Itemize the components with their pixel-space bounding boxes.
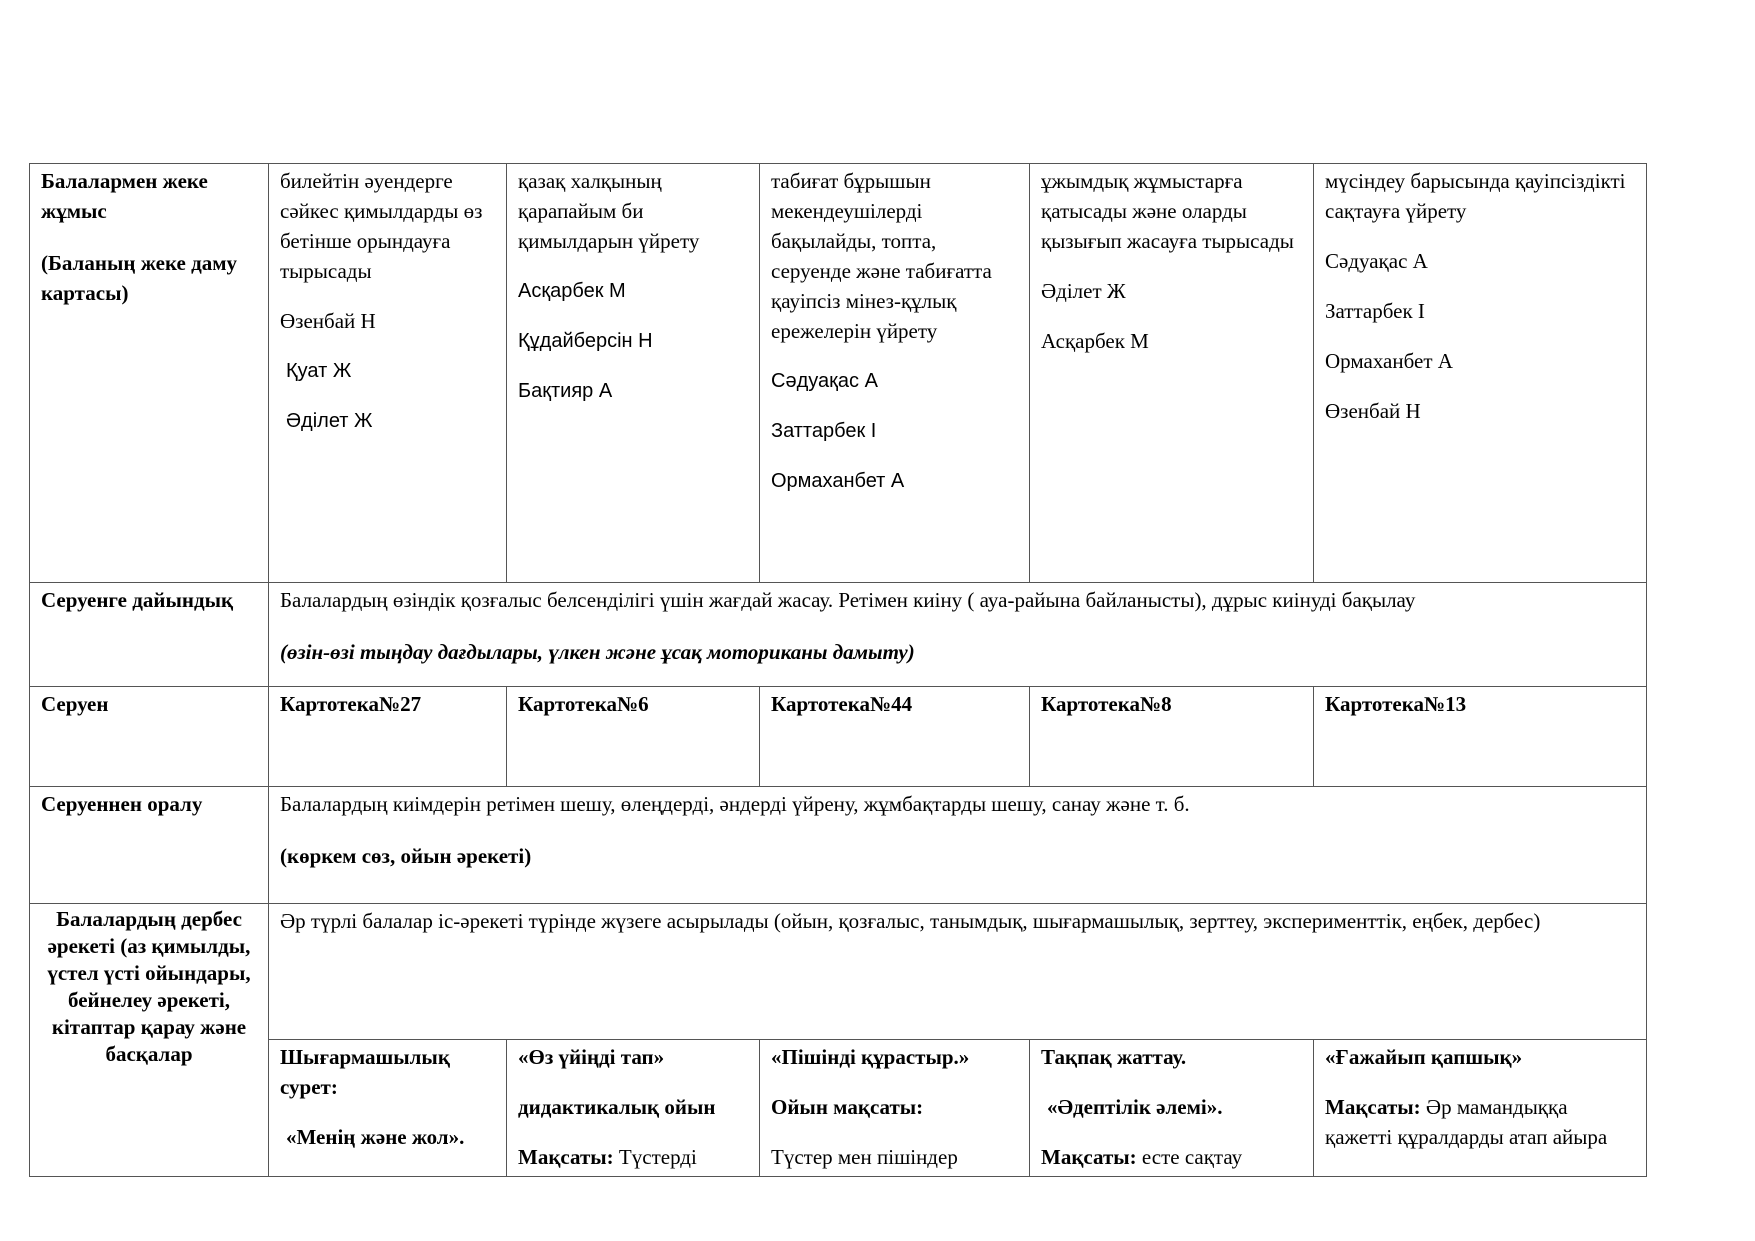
row-label-independent bbox=[30, 904, 269, 1177]
child-name: Құдайберсін Н bbox=[518, 330, 653, 352]
child-name: Заттарбек І bbox=[1325, 299, 1425, 323]
child-name: Өзенбай Н bbox=[280, 309, 376, 333]
task-text: табиғат бұрышын мекендеушілерді бақылайды, топта, серуенде және табиғатта қауіпсіз мінез-құлық ережелерін үйрету bbox=[771, 169, 992, 343]
row-label-walk-prep bbox=[30, 583, 269, 687]
child-name: Асқарбек М bbox=[1041, 329, 1149, 353]
row-walk bbox=[30, 687, 1647, 787]
card-number: Картотека№44 bbox=[771, 692, 913, 716]
task-text: қазақ халқының қарапайым би қимылдарын үйрету bbox=[518, 169, 700, 253]
activity-title: «Өз үйіңді тап» bbox=[518, 1045, 665, 1069]
card-number: Картотека№8 bbox=[1041, 692, 1172, 716]
individual-day-2 bbox=[507, 164, 760, 583]
walk-prep-text: Балалардың өзіндік қозғалыс белсенділігі үшін жағдай жасау. Ретімен киіну ( ауа-райына байланысты), дұрыс киінуді бақылау bbox=[280, 588, 1416, 612]
child-name: Әділет Ж bbox=[286, 410, 373, 432]
task-text: мүсіндеу барысында қауіпсіздікті сақтауға үйрету bbox=[1325, 169, 1626, 223]
card-number: Картотека№27 bbox=[280, 692, 422, 716]
walk-day-2 bbox=[507, 687, 760, 787]
independent-day-4 bbox=[1030, 1040, 1314, 1177]
return-content bbox=[269, 787, 1647, 904]
row-individual-work bbox=[30, 164, 1647, 583]
child-name: Ормаханбет А bbox=[771, 470, 905, 492]
child-name: Ормаханбет А bbox=[1325, 349, 1453, 373]
independent-day-2 bbox=[507, 1040, 760, 1177]
return-skills: (көркем сөз, ойын әрекеті) bbox=[280, 844, 532, 868]
daily-plan-table bbox=[29, 163, 1647, 1177]
activity-sub: дидактикалық ойын bbox=[518, 1095, 716, 1119]
independent-day-3 bbox=[760, 1040, 1030, 1177]
row-label-sub: (Баланың жеке даму картасы) bbox=[41, 251, 238, 305]
goal-text: Түстерді bbox=[613, 1145, 697, 1169]
task-text: ұжымдық жұмыстарға қатысады және оларды қызығып жасауға тырысады bbox=[1041, 169, 1294, 253]
activity-title: Шығармашылық сурет: bbox=[280, 1045, 450, 1099]
row-label: Серуеннен оралу bbox=[41, 792, 203, 816]
row-label: Серуен bbox=[41, 692, 109, 716]
activity-goal bbox=[1325, 1092, 1636, 1152]
goal-label: Мақсаты: bbox=[1325, 1095, 1421, 1119]
child-name: Қуат Ж bbox=[286, 360, 352, 382]
card-number: Картотека№13 bbox=[1325, 692, 1467, 716]
walk-day-1 bbox=[269, 687, 507, 787]
activity-goal bbox=[518, 1142, 749, 1172]
card-number: Картотека№6 bbox=[518, 692, 649, 716]
activity-goal bbox=[1041, 1142, 1303, 1172]
activity-sub: «Менің және жол». bbox=[286, 1125, 465, 1149]
child-name: Заттарбек І bbox=[771, 420, 877, 442]
goal-label: Мақсаты: bbox=[1041, 1145, 1137, 1169]
independent-content bbox=[269, 904, 1647, 1040]
row-independent bbox=[30, 904, 1647, 1040]
activity-sub: Ойын мақсаты: bbox=[771, 1095, 924, 1119]
walk-prep-skills: (өзін-өзі тыңдау дағдылары, үлкен және ұсақ моториканы дамыту) bbox=[280, 640, 915, 664]
row-label-walk bbox=[30, 687, 269, 787]
independent-text: Әр түрлі балалар іс-әрекеті түрінде жүзеге асырылады (ойын, қозғалыс, танымдық, шығармашылық, зерттеу, эксперименттік, еңбек, дербес) bbox=[280, 909, 1541, 933]
child-name: Асқарбек М bbox=[518, 280, 626, 302]
child-name: Бақтияр А bbox=[518, 380, 613, 402]
goal-text: есте сақтау bbox=[1136, 1145, 1243, 1169]
individual-day-3 bbox=[760, 164, 1030, 583]
child-name: Сәдуақас А bbox=[1325, 249, 1428, 273]
individual-day-1 bbox=[269, 164, 507, 583]
row-return bbox=[30, 787, 1647, 904]
goal-text: Әр мамандыққа қажетті құралдарды атап айыра bbox=[1325, 1095, 1608, 1149]
walk-day-3 bbox=[760, 687, 1030, 787]
child-name: Өзенбай Н bbox=[1325, 399, 1421, 423]
individual-day-4 bbox=[1030, 164, 1314, 583]
row-label: Балалармен жеке жұмыс bbox=[41, 169, 208, 223]
row-label-individual-work bbox=[30, 164, 269, 583]
row-walk-prep bbox=[30, 583, 1647, 687]
activity-sub: «Әдептілік әлемі». bbox=[1047, 1095, 1223, 1119]
goal-label: Мақсаты: bbox=[518, 1145, 614, 1169]
activity-title: «Ғажайып қапшық» bbox=[1325, 1045, 1523, 1069]
individual-day-5 bbox=[1314, 164, 1647, 583]
activity-title: Тақпақ жаттау. bbox=[1041, 1045, 1187, 1069]
task-text: билейтін әуендерге сәйкес қимылдарды өз бетінше орындауға тырысады bbox=[280, 169, 483, 283]
activity-text: Түстер мен пішіндер bbox=[771, 1145, 958, 1169]
child-name: Сәдуақас А bbox=[771, 370, 878, 392]
row-label: Балалардың дербес әрекеті (аз қимылды, үстел үсті ойындары, бейнелеу әрекеті, кітаптар қарау және басқалар bbox=[47, 907, 251, 1066]
row-label-return bbox=[30, 787, 269, 904]
walk-prep-content bbox=[269, 583, 1647, 687]
activity-title: «Пішінді құрастыр.» bbox=[771, 1045, 970, 1069]
independent-day-5 bbox=[1314, 1040, 1647, 1177]
walk-day-5 bbox=[1314, 687, 1647, 787]
child-name: Әділет Ж bbox=[1041, 279, 1126, 303]
row-independent-days bbox=[30, 1040, 1647, 1177]
row-label: Серуенге дайындық bbox=[41, 588, 234, 612]
independent-day-1 bbox=[269, 1040, 507, 1177]
return-text: Балалардың киімдерін ретімен шешу, өлеңдерді, әндерді үйрену, жұмбақтарды шешу, санау және т. б. bbox=[280, 792, 1190, 816]
walk-day-4 bbox=[1030, 687, 1314, 787]
